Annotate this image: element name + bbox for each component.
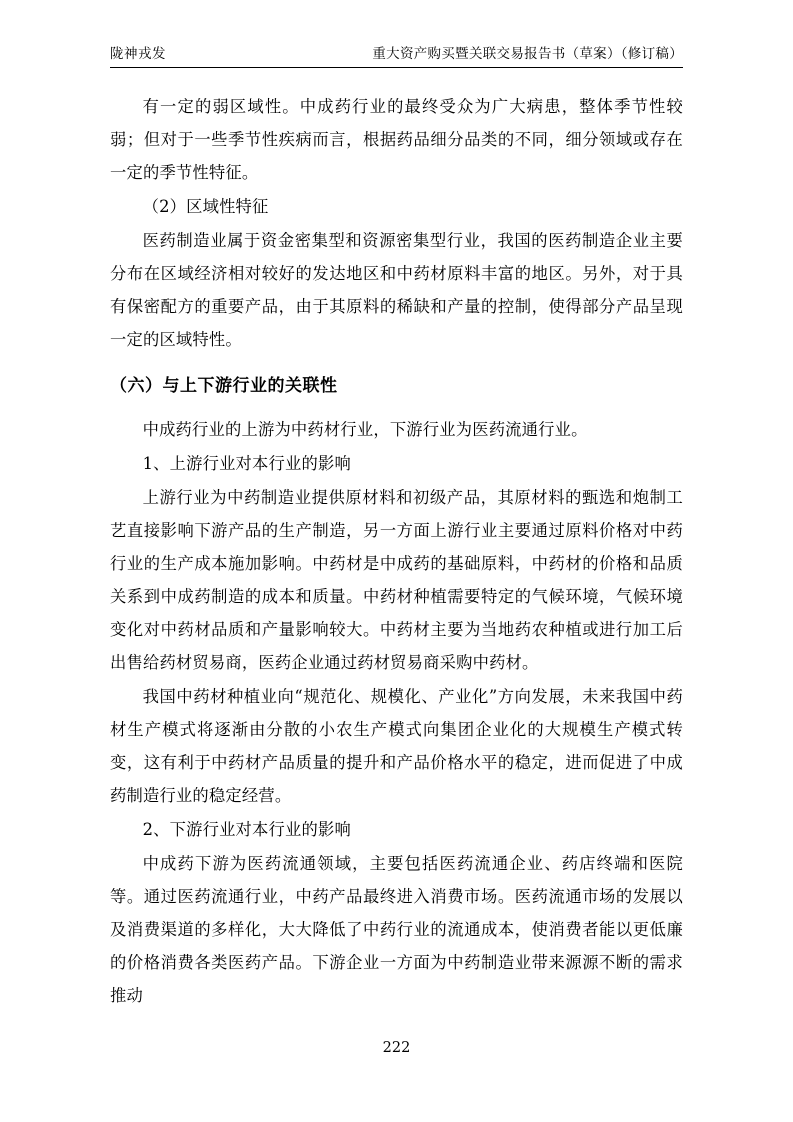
header-company-name: 陇神戎发	[110, 46, 166, 62]
subsection-label-regional: （2）区域性特征	[142, 196, 269, 216]
paragraph-upstream-impact: 上游行业为中药制造业提供原材料和初级产品，其原材料的甄选和炮制工艺直接影响下游产品的生产制造，另一方面上游行业主要通过原料价格对中药行业的生产成本施加影响。中药材是中成药的基础原料，中药材的价格和品质关系到中成药制造的成本和质量。中药材种植需要特定的气候环境，气候环境变化对中药材品质和产量影响较大。中药材主要为当地药农种植或进行加工后出售给药材贸易商，医药企业通过药材贸易商采购中药材。	[110, 487, 683, 672]
paragraph-herb-planting-trend: 我国中药材种植业向“规范化、规模化、产业化”方向发展，未来我国中药材生产模式将逐渐由分散的小农生产模式向集团企业化的大规模生产模式转变，这有利于中药材产品质量的提升和产品价格水平的稳定，进而促进了中成药制造行业的稳定经营。	[110, 686, 683, 805]
header-divider	[110, 67, 683, 68]
subsection-label-upstream: 1、上游行业对本行业的影响	[142, 453, 351, 473]
page-footer	[0, 1040, 793, 1056]
paragraph-industry-chain-overview: 中成药行业的上游为中药材行业，下游行业为医药流通行业。	[142, 419, 588, 439]
page-header	[110, 45, 683, 67]
header-document-title: 重大资产购买暨关联交易报告书（草案）（修订稿）	[372, 46, 683, 62]
page-body	[110, 90, 683, 1012]
section-heading-upstream-downstream: （六）与上下游行业的关联性	[110, 375, 338, 396]
subsection-label-downstream: 2、下游行业对本行业的影响	[142, 819, 351, 839]
paragraph-regional-characteristics: 医药制造业属于资金密集型和资源密集型行业，我国的医药制造企业主要分布在区域经济相对较好的发达地区和中药材原料丰富的地区。另外，对于具有保密配方的重要产品，由于其原料的稀缺和产量的控制，使得部分产品呈现一定的区域特性。	[110, 230, 683, 349]
page-number: 222	[382, 1040, 411, 1056]
paragraph-seasonality: 有一定的弱区域性。中成药行业的最终受众为广大病患，整体季节性较弱；但对于一些季节性疾病而言，根据药品细分品类的不同，细分领域或存在一定的季节性特征。	[110, 96, 683, 182]
page-content	[110, 45, 683, 1013]
paragraph-downstream-impact: 中成药下游为医药流通领域，主要包括医药流通企业、药店终端和医院等。通过医药流通行业，中药产品最终进入消费市场。医药流通市场的发展以及消费渠道的多样化，大大降低了中药行业的流通成本，使消费者能以更低廉的价格消费各类医药产品。下游企业一方面为中药制造业带来源源不断的需求推动	[110, 853, 683, 1005]
